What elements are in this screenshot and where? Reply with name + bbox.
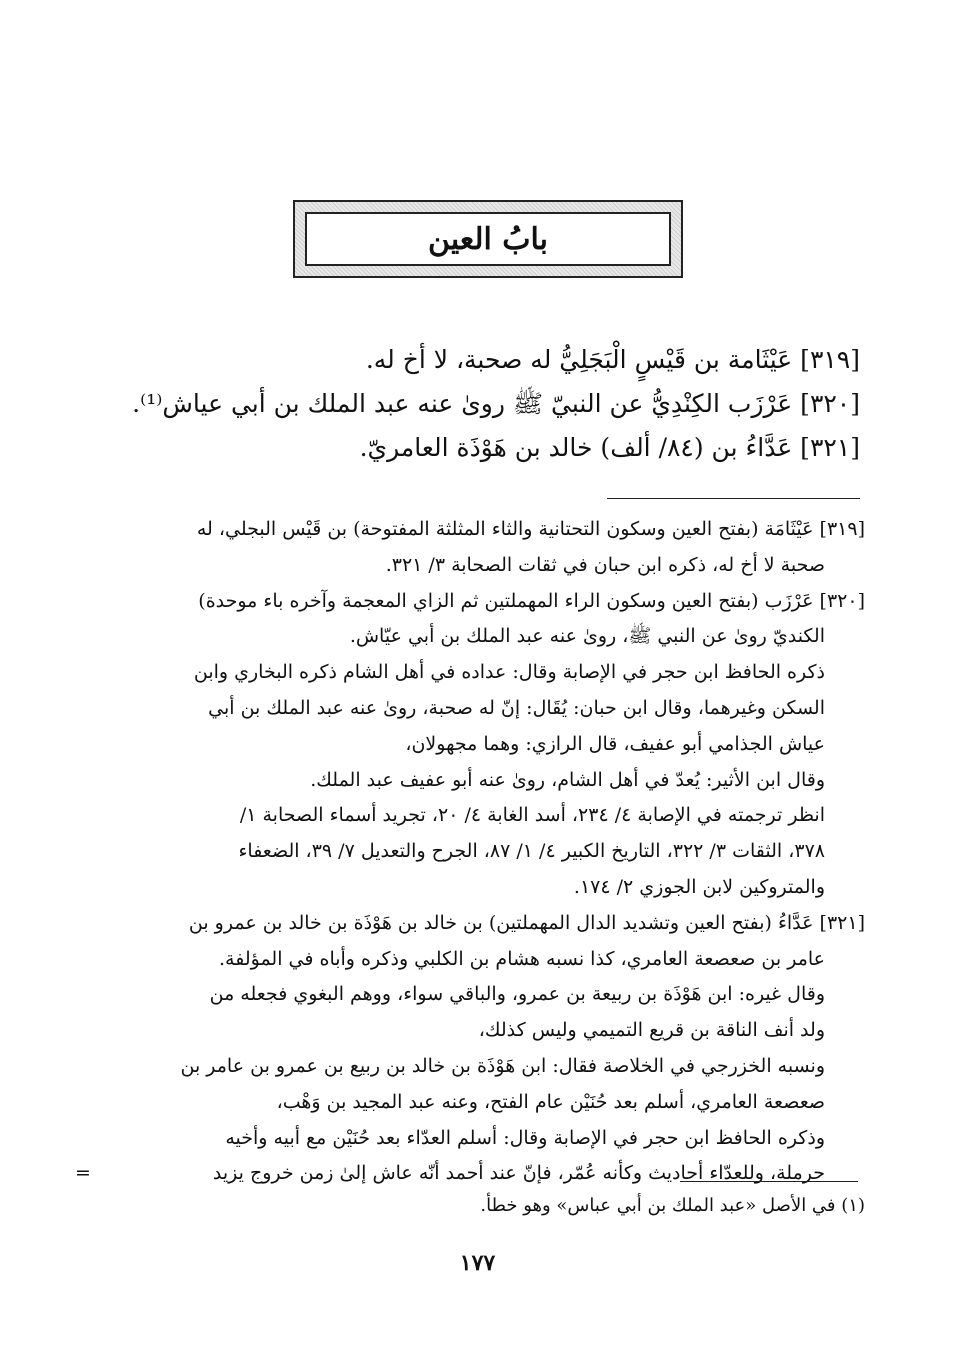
- commentary-line: السكن وغيرهما، وقال ابن حبان: يُقَال: إنّ له صحبة، روىٰ عنه عبد الملك بن أبي: [208, 696, 825, 719]
- commentary-line: وذكره الحافظ ابن حجر في الإصابة وقال: أسلم العدّاء بعد حُنَيْن مع أبيه وأخيه: [225, 1126, 825, 1149]
- chapter-title-box: [305, 212, 671, 266]
- page-number: ١٧٧: [459, 1250, 496, 1276]
- commentary-line: وقال غيره: ابن هَوْذَة بن ربيعة بن عمرو، والباقي سواء، ووهم البغوي فجعله من: [209, 983, 825, 1006]
- commentary-line-text: حرملة، وللعدّاء أحاديث وكأنه عُمّر، فإنّ عند أحمد أنّه عاش إلىٰ زمن خروج يزيد: [212, 1162, 825, 1185]
- commentary: [75, 512, 865, 1192]
- footnote-divider: [680, 1181, 858, 1182]
- chapter-title-frame: [293, 200, 683, 278]
- commentary-line: انظر ترجمته في الإصابة ٤/ ٢٣٤، أسد الغابة ٤/ ٢٠، تجريد أسماء الصحابة ١/: [239, 804, 825, 827]
- entry-320: [٣٢٠] عَرْزَب الكِنْدِيُّ عن النبيّ ﷺ روىٰ عنه عبد الملك بن أبي عياش⁽¹⁾.: [132, 389, 860, 418]
- commentary-line: [٣١٩] عَيْثَامَة (بفتح العين وسكون التحتانية والثاء المثلثة المفتوحة) بن قَيْس البجلي، له: [196, 518, 865, 540]
- continuation-mark: =: [75, 1162, 91, 1185]
- commentary-line: ذكره الحافظ ابن حجر في الإصابة وقال: عداده في أهل الشام ذكره البخاري وابن: [193, 661, 825, 684]
- commentary-line: [75, 1156, 865, 1192]
- entry-321: [٣٢١] عَدَّاءُ بن (٨٤/ ألف) خالد بن هَوْذَة العامريّ.: [359, 433, 860, 462]
- footnote: (١) في الأصل «عبد الملك بن أبي عباس» وهو خطأ.: [480, 1195, 865, 1216]
- commentary-line: صعصعة العامري، أسلم بعد حُنَيْن عام الفتح، وعنه عبد المجيد بن وَهْب،: [276, 1090, 825, 1113]
- commentary-line: ٣٧٨، الثقات ٣/ ٣٢٢، التاريخ الكبير ٤/ ١/ ٨٧، الجرح والتعديل ٧/ ٣٩، الضعفاء: [238, 840, 825, 863]
- main-entries: [132, 338, 860, 470]
- commentary-line: صحبة لا أخ له، ذكره ابن حبان في ثقات الصحابة ٣/ ٣٢١.: [385, 553, 825, 576]
- commentary-line: والمتروكين لابن الجوزي ٢/ ١٧٤.: [573, 875, 825, 898]
- commentary-line: عامر بن صعصعة العامري، كذا نسبه هشام بن الكلبي وذكره وأباه في المؤلفة.: [219, 947, 825, 970]
- commentary-line: الكنديّ روىٰ عن النبي ﷺ، روىٰ عنه عبد الملك بن أبي عيّاش.: [349, 625, 825, 648]
- chapter-title: بابُ العين: [428, 221, 549, 257]
- commentary-line: عياش الجذامي أبو عفيف، قال الرازي: وهما مجهولان،: [405, 732, 825, 755]
- commentary-line: ونسبه الخزرجي في الخلاصة فقال: ابن هَوْذَة بن خالد بن ربيع بن عمرو بن عامر بن: [180, 1054, 825, 1077]
- commentary-line: ولد أنف الناقة بن قريع التميمي وليس كذلك،: [478, 1019, 825, 1042]
- commentary-line: وقال ابن الأثير: يُعدّ في أهل الشام، روىٰ عنه أبو عفيف عبد الملك.: [310, 768, 825, 791]
- entry-319: [٣١٩] عَيْثَامة بن قَيْسٍ الْبَجَلِيُّ له صحبة، لا أخ له.: [365, 345, 860, 374]
- commentary-divider: [607, 498, 860, 499]
- commentary-line: [٣٢٠] عَرْزَب (بفتح العين وسكون الراء المهملتين ثم الزاي المعجمة وآخره باء موحدة): [198, 589, 865, 612]
- commentary-line: [٣٢١] عَدَّاءُ (بفتح العين وتشديد الدال المهملتين) بن خالد بن هَوْذَة بن خالد بن عمرو بن: [188, 911, 865, 934]
